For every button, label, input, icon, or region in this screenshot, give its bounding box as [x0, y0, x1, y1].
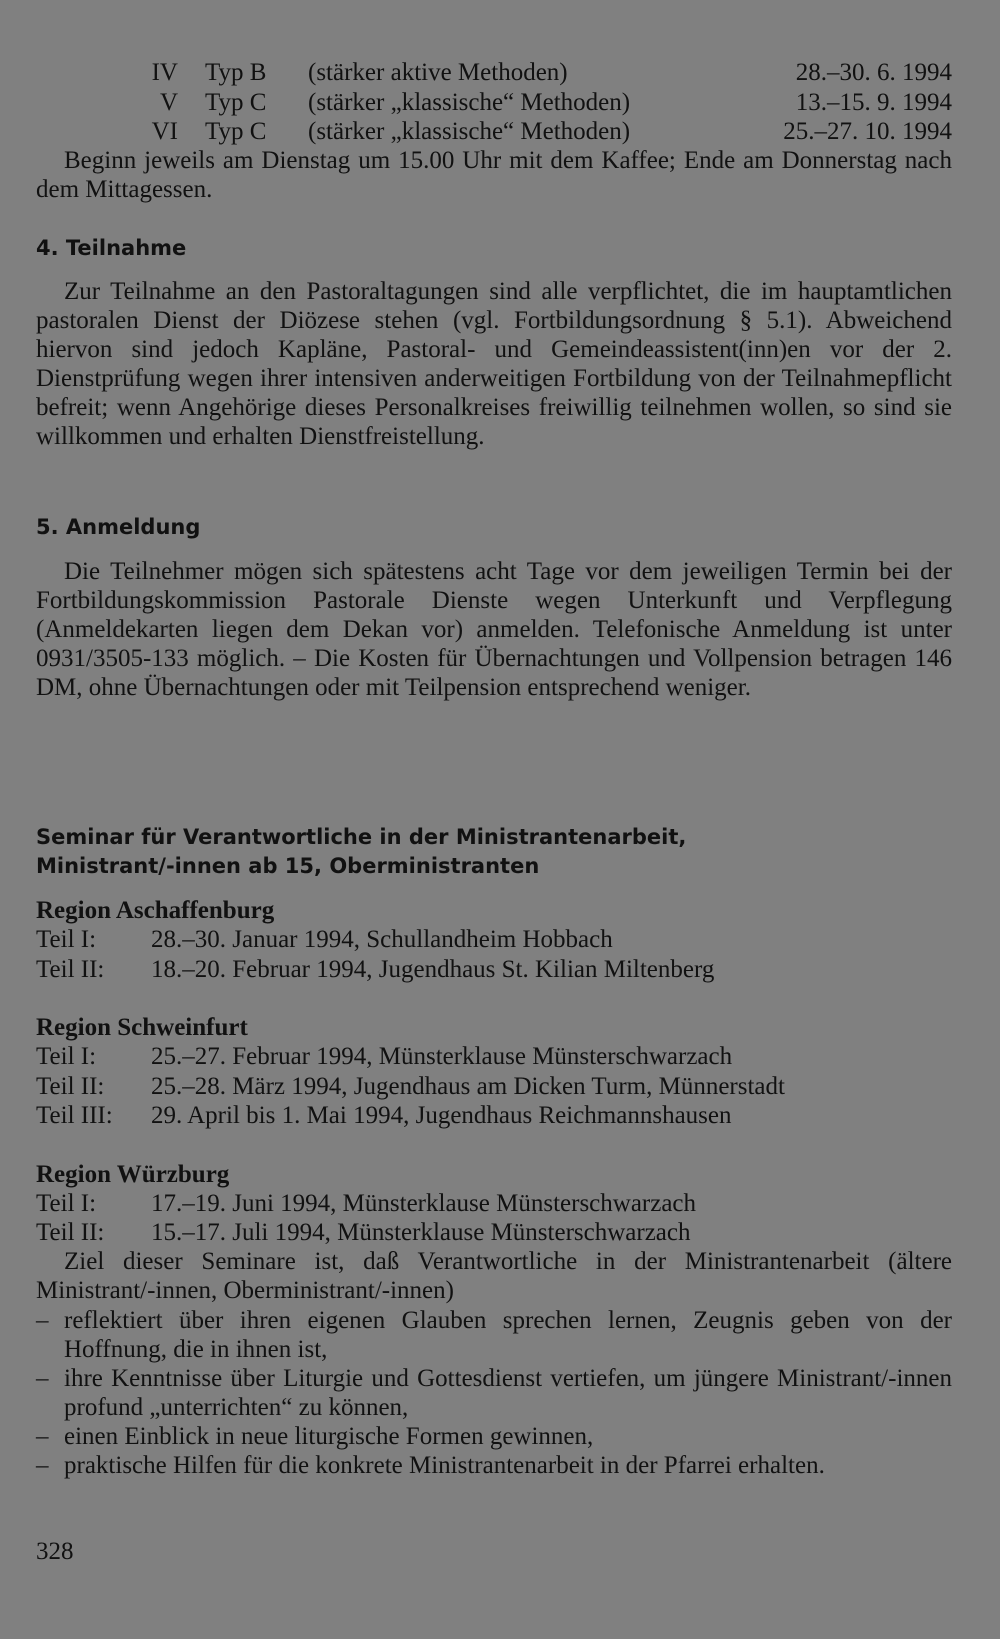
seminar-part	[36, 1042, 952, 1071]
part-details: 18.–20. Februar 1994, Jugendhaus St. Kilian Miltenberg	[151, 956, 715, 983]
part-label: Teil I:	[36, 1190, 97, 1217]
schedule-row	[0, 58, 1000, 88]
seminar-part	[36, 1189, 952, 1218]
dash-marker: –	[36, 1307, 49, 1334]
schedule-description: (stärker „klassische“ Methoden)	[308, 89, 631, 116]
part-details: 25.–28. März 1994, Jugendhaus am Dicken Turm, Münnerstadt	[151, 1073, 785, 1100]
goal-text: einen Einblick in neue liturgische Formen gewinnen,	[64, 1423, 594, 1450]
dash-marker: –	[36, 1452, 49, 1479]
schedule-date: 13.–15. 9. 1994	[795, 89, 952, 116]
region-aschaffenburg: Region Aschaffenburg	[36, 897, 275, 924]
goal-text: praktische Hilfen für die konkrete Ministrantenarbeit in der Pfarrei erhalten.	[64, 1452, 825, 1479]
part-details: 28.–30. Januar 1994, Schullandheim Hobbach	[151, 926, 613, 953]
goal-text: ihre Kenntnisse über Liturgie und Gottesdienst vertiefen, um jüngere Ministrant/-innen profund „unterrichten“ zu können,	[64, 1365, 952, 1421]
part-label: Teil II:	[36, 956, 105, 983]
list-item	[36, 1422, 952, 1451]
schedule-date: 25.–27. 10. 1994	[783, 118, 952, 145]
seminar-part	[36, 925, 952, 954]
schedule-type: Typ C	[205, 89, 267, 116]
goal-intro: Ziel dieser Seminare ist, daß Verantwortliche in der Ministrantenarbeit (ältere Ministrant/-innen, Oberministrant/-innen)	[36, 1248, 952, 1304]
schedule-type: Typ B	[205, 59, 267, 86]
list-item	[36, 1364, 952, 1422]
list-item	[36, 1306, 952, 1364]
part-details: 29. April bis 1. Mai 1994, Jugendhaus Reichmannshausen	[151, 1102, 732, 1129]
seminar-part	[36, 1072, 952, 1101]
part-label: Teil II:	[36, 1073, 105, 1100]
goal-list	[36, 1306, 952, 1480]
part-label: Teil II:	[36, 1219, 105, 1246]
schedule-row	[0, 117, 1000, 147]
schedule-number: V	[159, 89, 178, 116]
schedule-description: (stärker „klassische“ Methoden)	[308, 118, 631, 145]
seminar-title-line1: Seminar für Verantwortliche in der Ministrantenarbeit,	[36, 825, 687, 849]
section-heading-anmeldung: 5. Anmeldung	[36, 515, 201, 539]
part-label: Teil I:	[36, 926, 97, 953]
schedule-type: Typ C	[205, 118, 267, 145]
seminar-part	[36, 1218, 952, 1247]
schedule-row	[0, 88, 1000, 118]
teilnahme-paragraph: Zur Teilnahme an den Pastoraltagungen sind alle verpflichtet, die im hauptamtlichen pastoralen Dienst der Diözese stehen (vgl. Fortbildungsordnung § 5.1). Abweichend hiervon sind jedoch Kapläne, Pastoral- und Gemeindeassistent(inn)en vor der 2. Dienstprüfung wegen ihrer intensiven anderweitigen Fortbildung von der Teilnahmepflicht befreit; wenn Angehörige dieses Personalkreises freiwillig teilnehmen wollen, so sind sie willkommen und erhalten Dienstfreistellung.	[36, 278, 952, 450]
part-details: 17.–19. Juni 1994, Münsterklause Münsterschwarzach	[151, 1190, 697, 1217]
part-label: Teil I:	[36, 1043, 97, 1070]
region-schweinfurt: Region Schweinfurt	[36, 1014, 248, 1041]
schedule-date: 28.–30. 6. 1994	[795, 59, 952, 86]
schedule-number: VI	[151, 118, 178, 145]
region-wuerzburg: Region Würzburg	[36, 1161, 230, 1188]
dash-marker: –	[36, 1365, 49, 1392]
page-number: 328	[36, 1538, 74, 1565]
section-heading-teilnahme: 4. Teilnahme	[36, 236, 187, 260]
anmeldung-paragraph: Die Teilnehmer mögen sich spätestens acht Tage vor dem jeweiligen Termin bei der Fortbildungskommission Pastorale Dienste wegen Unterkunft und Verpflegung (Anmeldekarten liegen dem Dekan vor) anmelden. Telefonische Anmeldung ist unter 0931/3505-133 möglich. – Die Kosten für Übernachtungen und Vollpension betragen 146 DM, ohne Übernachtungen oder mit Teilpension entsprechend weniger.	[36, 558, 952, 701]
seminar-title-line2: Ministrant/-innen ab 15, Oberministranten	[36, 854, 540, 878]
goal-text: reflektiert über ihren eigenen Glauben sprechen lernen, Zeugnis geben von der Hoffnung, die in ihnen ist,	[64, 1307, 952, 1363]
part-label: Teil III:	[36, 1102, 113, 1129]
schedule-note: Beginn jeweils am Dienstag um 15.00 Uhr mit dem Kaffee; Ende am Donnerstag nach dem Mittagessen.	[36, 147, 952, 203]
dash-marker: –	[36, 1423, 49, 1450]
list-item	[36, 1451, 952, 1480]
part-details: 25.–27. Februar 1994, Münsterklause Münsterschwarzach	[151, 1043, 733, 1070]
schedule-description: (stärker aktive Methoden)	[308, 59, 568, 86]
part-details: 15.–17. Juli 1994, Münsterklause Münsterschwarzach	[151, 1219, 691, 1246]
seminar-part	[36, 1101, 952, 1130]
seminar-part	[36, 955, 952, 984]
schedule-number: IV	[151, 59, 178, 86]
